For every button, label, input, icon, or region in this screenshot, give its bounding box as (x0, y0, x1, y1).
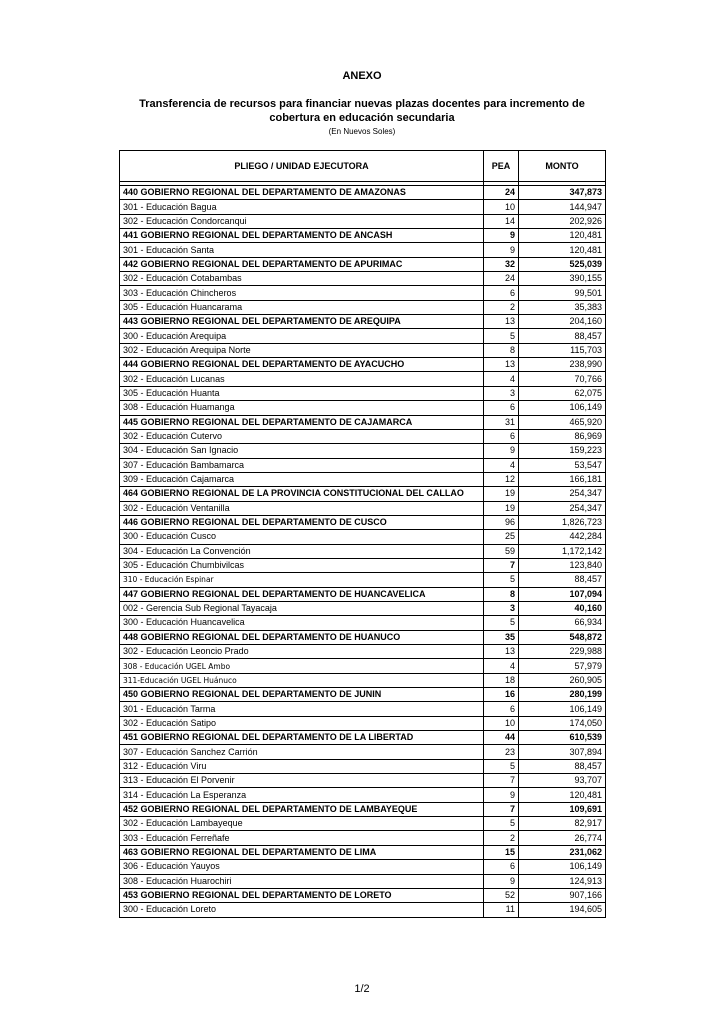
pliego-row (120, 358, 606, 372)
unidad-ejecutora-row (120, 817, 606, 831)
cell-name: 444 GOBIERNO REGIONAL DEL DEPARTAMENTO DE AYACUCHO (120, 358, 484, 372)
cell-monto: 525,039 (519, 257, 606, 271)
cell-name: 314 - Educación La Esperanza (120, 788, 484, 802)
cell-name: 302 - Educación Leoncio Prado (120, 645, 484, 659)
cell-name: 305 - Educación Huanta (120, 386, 484, 400)
cell-pea: 15 (484, 845, 519, 859)
cell-name: 302 - Educación Ventanilla (120, 501, 484, 515)
cell-name: 450 GOBIERNO REGIONAL DEL DEPARTAMENTO DE JUNIN (120, 688, 484, 702)
cell-pea: 24 (484, 272, 519, 286)
unidad-ejecutora-row (120, 343, 606, 357)
cell-name: 002 - Gerencia Sub Regional Tayacaja (120, 601, 484, 615)
cell-monto: 120,481 (519, 788, 606, 802)
transfer-table (119, 150, 606, 918)
cell-pea: 18 (484, 673, 519, 687)
cell-monto: 35,383 (519, 300, 606, 314)
pliego-row (120, 229, 606, 243)
unidad-ejecutora-row (120, 558, 606, 572)
cell-name: 302 - Educación Lambayeque (120, 817, 484, 831)
cell-name: 311-Educación UGEL Huánuco (120, 673, 484, 687)
document-title: ANEXO (342, 70, 382, 82)
cell-monto: 109,691 (519, 802, 606, 816)
cell-pea: 3 (484, 386, 519, 400)
cell-monto: 390,155 (519, 272, 606, 286)
cell-monto: 610,539 (519, 731, 606, 745)
subtitle-line-1: Transferencia de recursos para financiar nuevas plazas docentes para incremento de (139, 98, 585, 110)
cell-monto: 204,160 (519, 315, 606, 329)
cell-name: 308 - Educación Huarochiri (120, 874, 484, 888)
cell-pea: 9 (484, 243, 519, 257)
pliego-row (120, 688, 606, 702)
cell-name: 300 - Educación Huancavelica (120, 616, 484, 630)
cell-pea: 9 (484, 444, 519, 458)
cell-monto: 174,050 (519, 716, 606, 730)
cell-name: 445 GOBIERNO REGIONAL DEL DEPARTAMENTO DE CAJAMARCA (120, 415, 484, 429)
cell-name: 303 - Educación Chincheros (120, 286, 484, 300)
unidad-ejecutora-row (120, 645, 606, 659)
cell-monto: 88,457 (519, 759, 606, 773)
unidad-ejecutora-row (120, 659, 606, 673)
cell-monto: 57,979 (519, 659, 606, 673)
pliego-row (120, 587, 606, 601)
cell-pea: 44 (484, 731, 519, 745)
cell-monto: 229,988 (519, 645, 606, 659)
unidad-ejecutora-row (120, 286, 606, 300)
pliego-row (120, 888, 606, 902)
cell-monto: 442,284 (519, 530, 606, 544)
pliego-row (120, 731, 606, 745)
cell-name: 453 GOBIERNO REGIONAL DEL DEPARTAMENTO DE LORETO (120, 888, 484, 902)
cell-monto: 120,481 (519, 229, 606, 243)
unidad-ejecutora-row (120, 329, 606, 343)
cell-name: 310 - Educación Espinar (120, 573, 484, 587)
cell-pea: 16 (484, 688, 519, 702)
cell-name: 441 GOBIERNO REGIONAL DEL DEPARTAMENTO DE ANCASH (120, 229, 484, 243)
cell-pea: 25 (484, 530, 519, 544)
cell-pea: 5 (484, 329, 519, 343)
cell-monto: 99,501 (519, 286, 606, 300)
unidad-ejecutora-row (120, 243, 606, 257)
unidad-ejecutora-row (120, 272, 606, 286)
unidad-ejecutora-row (120, 530, 606, 544)
cell-pea: 11 (484, 903, 519, 917)
table-body (120, 182, 606, 918)
cell-monto: 53,547 (519, 458, 606, 472)
unidad-ejecutora-row (120, 501, 606, 515)
cell-monto: 115,703 (519, 343, 606, 357)
unidad-ejecutora-row (120, 429, 606, 443)
cell-monto: 93,707 (519, 774, 606, 788)
cell-monto: 107,094 (519, 587, 606, 601)
cell-pea: 23 (484, 745, 519, 759)
cell-name: 451 GOBIERNO REGIONAL DEL DEPARTAMENTO DE LA LIBERTAD (120, 731, 484, 745)
cell-pea: 8 (484, 343, 519, 357)
cell-monto: 254,347 (519, 487, 606, 501)
cell-monto: 347,873 (519, 186, 606, 200)
cell-name: 301 - Educación Bagua (120, 200, 484, 214)
cell-pea: 5 (484, 616, 519, 630)
unidad-ejecutora-row (120, 601, 606, 615)
unidad-ejecutora-row (120, 716, 606, 730)
cell-monto: 124,913 (519, 874, 606, 888)
cell-name: 308 - Educación Huamanga (120, 401, 484, 415)
cell-monto: 106,149 (519, 702, 606, 716)
cell-name: 464 GOBIERNO REGIONAL DE LA PROVINCIA CONSTITUCIONAL DEL CALLAO (120, 487, 484, 501)
cell-name: 300 - Educación Loreto (120, 903, 484, 917)
cell-name: 302 - Educación Cutervo (120, 429, 484, 443)
cell-name: 448 GOBIERNO REGIONAL DEL DEPARTAMENTO DE HUANUCO (120, 630, 484, 644)
cell-pea: 13 (484, 645, 519, 659)
cell-pea: 7 (484, 558, 519, 572)
cell-name: 440 GOBIERNO REGIONAL DEL DEPARTAMENTO DE AMAZONAS (120, 186, 484, 200)
cell-monto: 106,149 (519, 401, 606, 415)
cell-pea: 6 (484, 702, 519, 716)
pliego-row (120, 315, 606, 329)
unidad-ejecutora-row (120, 458, 606, 472)
cell-monto: 66,934 (519, 616, 606, 630)
cell-monto: 1,172,142 (519, 544, 606, 558)
cell-pea: 59 (484, 544, 519, 558)
cell-pea: 6 (484, 429, 519, 443)
cell-monto: 260,905 (519, 673, 606, 687)
cell-name: 302 - Educación Condorcanqui (120, 214, 484, 228)
cell-pea: 4 (484, 659, 519, 673)
cell-pea: 10 (484, 200, 519, 214)
cell-name: 308 - Educación UGEL Ambo (120, 659, 484, 673)
cell-pea: 31 (484, 415, 519, 429)
cell-name: 446 GOBIERNO REGIONAL DEL DEPARTAMENTO DE CUSCO (120, 515, 484, 529)
page-number: 1/2 (354, 983, 370, 995)
cell-name: 443 GOBIERNO REGIONAL DEL DEPARTAMENTO DE AREQUIPA (120, 315, 484, 329)
document-subtitle (110, 97, 614, 125)
unidad-ejecutora-row (120, 745, 606, 759)
cell-name: 303 - Educación Ferreñafe (120, 831, 484, 845)
cell-monto: 238,990 (519, 358, 606, 372)
cell-pea: 9 (484, 874, 519, 888)
header-pea: PEA (484, 151, 519, 182)
cell-name: 447 GOBIERNO REGIONAL DEL DEPARTAMENTO DE HUANCAVELICA (120, 587, 484, 601)
cell-name: 452 GOBIERNO REGIONAL DEL DEPARTAMENTO DE LAMBAYEQUE (120, 802, 484, 816)
cell-monto: 40,160 (519, 601, 606, 615)
cell-name: 304 - Educación San Ignacio (120, 444, 484, 458)
unidad-ejecutora-row (120, 903, 606, 917)
cell-pea: 6 (484, 286, 519, 300)
cell-pea: 7 (484, 774, 519, 788)
cell-pea: 19 (484, 487, 519, 501)
cell-monto: 254,347 (519, 501, 606, 515)
unidad-ejecutora-row (120, 472, 606, 486)
cell-pea: 10 (484, 716, 519, 730)
cell-pea: 9 (484, 788, 519, 802)
cell-name: 312 - Educación Viru (120, 759, 484, 773)
cell-pea: 4 (484, 458, 519, 472)
cell-monto: 144,947 (519, 200, 606, 214)
pliego-row (120, 415, 606, 429)
unidad-ejecutora-row (120, 774, 606, 788)
cell-monto: 26,774 (519, 831, 606, 845)
cell-pea: 13 (484, 315, 519, 329)
cell-name: 301 - Educación Santa (120, 243, 484, 257)
cell-name: 302 - Educación Arequipa Norte (120, 343, 484, 357)
cell-pea: 4 (484, 372, 519, 386)
cell-monto: 1,826,723 (519, 515, 606, 529)
cell-name: 307 - Educación Bambamarca (120, 458, 484, 472)
table-header-row (120, 151, 606, 182)
cell-monto: 62,075 (519, 386, 606, 400)
cell-pea: 52 (484, 888, 519, 902)
cell-pea: 19 (484, 501, 519, 515)
cell-name: 301 - Educación Tarma (120, 702, 484, 716)
cell-monto: 70,766 (519, 372, 606, 386)
cell-monto: 548,872 (519, 630, 606, 644)
cell-monto: 231,062 (519, 845, 606, 859)
subtitle-line-2: cobertura en educación secundaria (269, 112, 455, 124)
cell-pea: 12 (484, 472, 519, 486)
cell-monto: 106,149 (519, 860, 606, 874)
pliego-row (120, 515, 606, 529)
cell-pea: 24 (484, 186, 519, 200)
cell-name: 304 - Educación La Convención (120, 544, 484, 558)
cell-pea: 2 (484, 831, 519, 845)
cell-monto: 120,481 (519, 243, 606, 257)
unidad-ejecutora-row (120, 573, 606, 587)
cell-name: 309 - Educación Cajamarca (120, 472, 484, 486)
cell-monto: 123,840 (519, 558, 606, 572)
unidad-ejecutora-row (120, 616, 606, 630)
cell-monto: 82,917 (519, 817, 606, 831)
unidad-ejecutora-row (120, 860, 606, 874)
pliego-row (120, 186, 606, 200)
cell-pea: 5 (484, 573, 519, 587)
cell-monto: 88,457 (519, 573, 606, 587)
cell-monto: 465,920 (519, 415, 606, 429)
cell-name: 300 - Educación Cusco (120, 530, 484, 544)
cell-name: 313 - Educación El Porvenir (120, 774, 484, 788)
cell-monto: 88,457 (519, 329, 606, 343)
unidad-ejecutora-row (120, 673, 606, 687)
header-pliego: PLIEGO / UNIDAD EJECUTORA (120, 151, 484, 182)
unidad-ejecutora-row (120, 788, 606, 802)
pliego-row (120, 257, 606, 271)
cell-name: 305 - Educación Chumbivilcas (120, 558, 484, 572)
cell-name: 300 - Educación Arequipa (120, 329, 484, 343)
cell-name: 305 - Educación Huancarama (120, 300, 484, 314)
unidad-ejecutora-row (120, 401, 606, 415)
cell-pea: 6 (484, 401, 519, 415)
cell-monto: 166,181 (519, 472, 606, 486)
cell-pea: 2 (484, 300, 519, 314)
unidad-ejecutora-row (120, 214, 606, 228)
pliego-row (120, 487, 606, 501)
cell-pea: 3 (484, 601, 519, 615)
pliego-row (120, 630, 606, 644)
unidad-ejecutora-row (120, 544, 606, 558)
cell-monto: 159,223 (519, 444, 606, 458)
cell-pea: 13 (484, 358, 519, 372)
cell-name: 307 - Educación Sanchez Carrión (120, 745, 484, 759)
unidad-ejecutora-row (120, 300, 606, 314)
unidad-ejecutora-row (120, 759, 606, 773)
cell-monto: 194,605 (519, 903, 606, 917)
cell-pea: 5 (484, 817, 519, 831)
cell-monto: 280,199 (519, 688, 606, 702)
pliego-row (120, 802, 606, 816)
cell-pea: 32 (484, 257, 519, 271)
unidad-ejecutora-row (120, 200, 606, 214)
cell-pea: 8 (484, 587, 519, 601)
header-monto: MONTO (519, 151, 606, 182)
cell-pea: 5 (484, 759, 519, 773)
cell-monto: 307,894 (519, 745, 606, 759)
cell-monto: 907,166 (519, 888, 606, 902)
unidad-ejecutora-row (120, 702, 606, 716)
cell-monto: 202,926 (519, 214, 606, 228)
cell-pea: 35 (484, 630, 519, 644)
pliego-row (120, 845, 606, 859)
cell-pea: 9 (484, 229, 519, 243)
cell-name: 442 GOBIERNO REGIONAL DEL DEPARTAMENTO DE APURIMAC (120, 257, 484, 271)
cell-pea: 6 (484, 860, 519, 874)
unidad-ejecutora-row (120, 444, 606, 458)
cell-name: 302 - Educación Cotabambas (120, 272, 484, 286)
cell-name: 463 GOBIERNO REGIONAL DEL DEPARTAMENTO DE LIMA (120, 845, 484, 859)
unidad-ejecutora-row (120, 874, 606, 888)
unidad-ejecutora-row (120, 372, 606, 386)
cell-pea: 96 (484, 515, 519, 529)
unidad-ejecutora-row (120, 386, 606, 400)
cell-pea: 14 (484, 214, 519, 228)
cell-name: 302 - Educación Satipo (120, 716, 484, 730)
unidad-ejecutora-row (120, 831, 606, 845)
cell-monto: 86,969 (519, 429, 606, 443)
cell-pea: 7 (484, 802, 519, 816)
cell-name: 306 - Educación Yauyos (120, 860, 484, 874)
cell-name: 302 - Educación Lucanas (120, 372, 484, 386)
currency-unit-note: (En Nuevos Soles) (328, 127, 396, 136)
